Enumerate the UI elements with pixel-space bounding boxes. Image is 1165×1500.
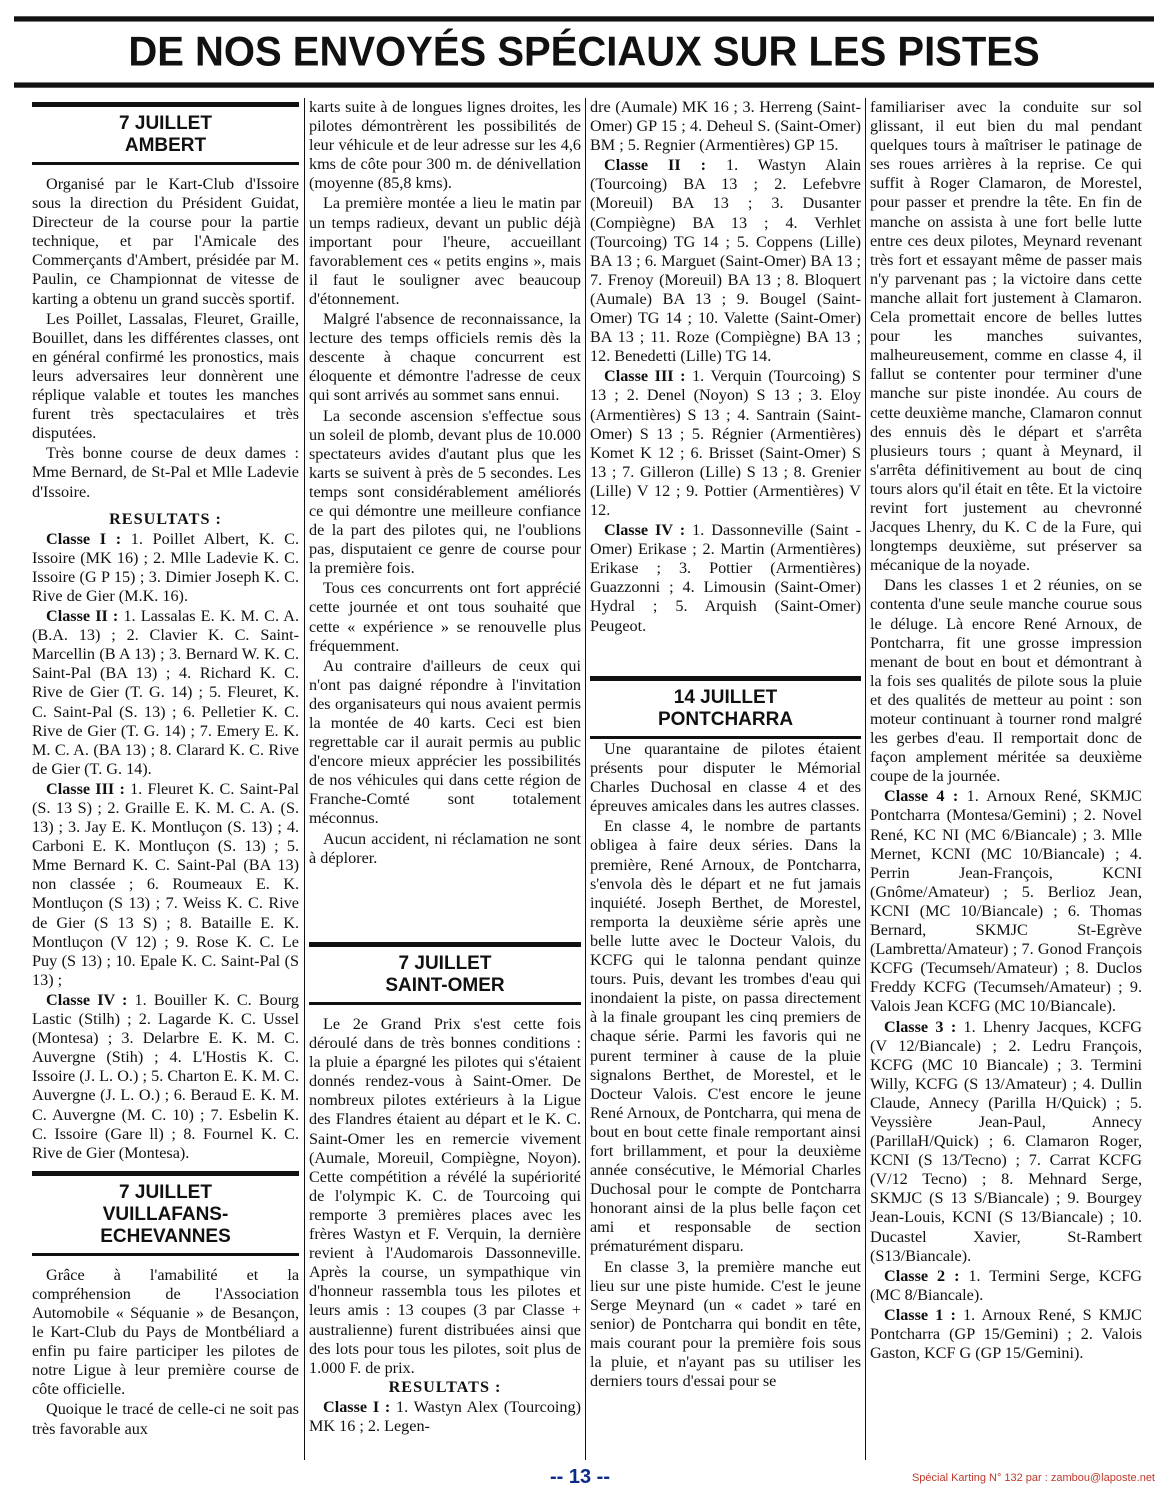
- class-label: Classe I :: [46, 529, 122, 548]
- results-entry: [870, 1306, 1142, 1363]
- section-date: 7 JUILLET: [119, 113, 212, 134]
- class-label: Classe III :: [46, 779, 125, 798]
- section-date: 7 JUILLET: [398, 953, 492, 974]
- column-rule: [304, 98, 305, 1460]
- class-results: 1. Lhenry Jacques, KCFG (V 12/Biancale) ; 2. Ledru François, KCFG (MC 10 Biancale) ; 3. Termini Willy, KCFG (S 13/Amateur) ; 4. Dullin Claude, Annecy (Parilla H/Quick) ; 5. Veyssière Jean-Paul, Annecy (ParillaH/Quick) ; 6. Clamaron Roger, KCNI (S 13/Tecno) ; 7. Carrat KCFG (V/12 Tecno) ; 8. Mehnard Serge, SKMJC (S 13 S/Biancale) ; 9. Bourgey Jean-Louis, KCNI (S 13/Biancale) ; 10. Ducastel Xavier, St-Rambert (S13/Biancale).: [870, 1017, 1142, 1265]
- section-header-saint-omer: [309, 942, 581, 1005]
- article-paragraph: En classe 3, la première manche eut lieu sur une piste humide. C'est le jeune Serge Meynard (un « cadet » taré en senior) de Pontcharra qui bondit en tête, mais courant pour la première fois sous la pluie, et n'ayant pas su utiliser les derniers tours d'essai pour se: [590, 1257, 861, 1391]
- results-entry: [32, 530, 299, 606]
- article-paragraph: Grâce à l'amabilité et la compréhension de l'Association Automobile « Séquanie » de Besançon, le Kart-Club du Pays de Montbéliard a enfin pu faire participer les pilotes de notre Ligue à leur première course de côte officielle.: [32, 1265, 299, 1399]
- class-results: 1. Dassonneville (Saint - Omer) Erikase ; 2. Martin (Armentières) Erikase ; 3. Pottier (Armentières) Guazzonni ; 4. Limousin (Saint-Omer) Hydral ; 5. Arquish (Saint-Omer) Peugeot.: [590, 521, 861, 635]
- section-wrap: [590, 672, 861, 740]
- section-place: ECHEVANNES: [100, 1225, 231, 1247]
- article-paragraph: La seconde ascension s'effectue sous un soleil de plomb, devant plus de 10.000 spectateurs avides d'autant plus que les karts se suivent à près de 5 secondes. Les temps sont considérablement améliorés ce qui démontre une meilleure confiance de la part des pilotes qui, ne l'oublions pas, disputaient ce genre de course pour la première fois.: [309, 406, 581, 578]
- article-paragraph: Très bonne course de deux dames : Mme Bernard, de St-Pal et Mlle Ladevie d'Issoire.: [32, 444, 299, 501]
- results-entry: [590, 156, 861, 366]
- class-results: 1. Lassalas E. K. M. C. A. (B.A. 13) ; 2. Clavier K. C. Saint-Marcellin (B A 13) ; 3. Bernard W. K. C. Saint-Pal (BA 13) ; 4. Richard K. C. Rive de Gier (T. G. 14) ; 5. Fleuret, K. C. Saint-Pal (S. 13) ; 6. Pelletier K. C. Rive de Gier (T. G. 14) ; 7. Emery E. K. M. C. A. (BA 13) ; 8. Clarard K. C. Rive de Gier (T. G. 14).: [32, 607, 299, 778]
- section-place: AMBERT: [124, 135, 207, 156]
- article-paragraph: familiariser avec la conduite sur sol glissant, il eut bien du mal pendant quelques tours à maîtriser le patinage de ses roues arrières à la reprise. Ce qui suffit à Roger Clamaron, de Morestel, pour passer et prendre la tête. En fin de manche on assista à une fort belle lutte entre ces deux pilotes, Meynard revenant très fort et essayant même de passer mais n'y parvenant pas ; la victoire dans cette manche allait fort justement à Clamaron. Cela promettait encore de belles luttes pour les manches suivantes, malheureusement, comme en classe 4, il fallut se contenter pour terminer d'une manche sur piste inondée. Au cours de cette deuxième manche, Clamaron connut des ennuis dès le départ et s'arrêta plusieurs tours ; quant à Meynard, il s'arrêta définitivement au bout de cinq tours alors qu'il était en tête. Et la victoire revint fort justement au chevronné Jacques Lhenry, du K. C de la Fure, qui longtemps deuxième, sut préserver sa mécanique de la noyade.: [870, 98, 1142, 575]
- class-label: Classe IV :: [46, 990, 128, 1009]
- class-results: 1. Bouiller K. C. Bourg Lastic (Stilh) ; 2. Lagarde K. C. Ussel (Montesa) ; 3. Delarbre E. K. M. C. Auvergne (Stih) ; 4. L'Hostis K. C. Issoire (J. L. O.) ; 5. Charton E. K. M. C. Auvergne (J. L. O.) ; 6. Beraud E. K. M. C. Auvergne (M. C. 10) ; 7. Esbelin K. C. Issoire (Gare ll) ; 8. Fournel K. C. Rive de Gier (Montesa).: [32, 990, 299, 1162]
- results-title: RESULTATS :: [388, 1377, 502, 1396]
- class-results: 1. Arnoux René, S KMJC Pontcharra (GP 15/Gemini) ; 2. Valois Gaston, KCF G (GP 15/Gemini).: [870, 1305, 1142, 1363]
- column-4: [870, 98, 1142, 1460]
- class-results: 1. Termini Serge, KCFG (MC 8/Biancale).: [870, 1266, 1142, 1304]
- column-rule: [865, 98, 866, 1460]
- section-place: SAINT-OMER: [385, 975, 505, 996]
- article-paragraph: Malgré l'absence de reconnaissance, la lecture des temps officiels remis dès la descente à chaque concurrent est éloquente et démontre l'adresse de ceux qui sont arrivés au sommet sans ennui.: [309, 310, 581, 405]
- class-results: 1. Poillet Albert, K. C. Issoire (MK 16) ; 2. Mlle Ladevie K. C. Issoire (G P 15) ; 3. Dimier Joseph K. C. Rive de Gier (M.K. 16).: [32, 529, 299, 605]
- class-results: 1. Verquin (Tourcoing) S 13 ; 2. Denel (Noyon) S 13 ; 3. Eloy (Armentières) S 13 ; 4. Santrain (Saint-Omer) S 13 ; 5. Régnier (Armentières) Komet K 12 ; 6. Brisset (Saint-Omer) S 13 ; 7. Gilleron (Lille) S 13 ; 8. Grenier (Lille) V 12 ; 9. Pottier (Armentières) V 12.: [590, 367, 861, 519]
- page-headline: DE NOS ENVOYÉS SPÉCIAUX SUR LES PISTES: [14, 16, 1154, 87]
- column-1: [32, 98, 299, 1460]
- article-paragraph: Dans les classes 1 et 2 réunies, on se contenta d'une seule manche courue sous le déluge. Là encore René Arnoux, de Pontcharra, fit une grosse impression menant de bout en bout et démontrant à la fois ses qualités de pilote sous la pluie et des qualités de metteur au point : son moteur continuant à tourner rond malgré les gerbes d'eau. Il remportait donc de façon amplement méritée sa deuxième coupe de la journée.: [870, 576, 1142, 786]
- article-paragraph: Tous ces concurrents ont fort apprécié cette journée et ont tous souhaité que cette « expérience » se renouvelle plus fréquemment.: [309, 579, 581, 655]
- results-entry: [32, 991, 299, 1163]
- footer-credit: Spécial Karting N° 132 par : zambou@laposte.net: [911, 1472, 1155, 1484]
- class-results: 1. Fleuret K. C. Saint-Pal (S. 13 S) ; 2. Graille E. K. M. C. A. (S. 13) ; 3. Jay E. K. Montluçon (S. 13) ; 4. Carboni E. K. Montluçon (S. 13) ; 5. Mme Bernard K. C. Saint-Pal (BA 13) non classée ; 6. Roumeaux E. K. Montluçon (S 13) ; 7. Weiss K. C. Rive de Gier (S 13 S) ; 8. Bataille E. K. Montluçon (V 12) ; 9. Rose K. C. Le Puy (S 13) ; 10. Epale K. C. Saint-Pal (S 13) ;: [32, 779, 299, 989]
- section-header-vuillafans: [32, 1171, 299, 1256]
- results-entry: dre (Aumale) MK 16 ; 3. Herreng (Saint-Omer) GP 15 ; 4. Deheul S. (Saint-Omer) BM ; 5. Regnier (Armentières) GP 15.: [590, 98, 861, 155]
- class-label: Classe III :: [604, 367, 686, 386]
- class-results: 1. Wastyn Alain (Tourcoing) BA 13 ; 2. Lefebvre (Moreuil) BA 13 ; 3. Dusanter (Compiègne) BA 13 ; 4. Verhlet (Tourcoing) TG 14 ; 5. Coppens (Lille) BA 13 ; 6. Marguet (Saint-Omer) BA 13 ; 7. Frenoy (Moreuil) BA 13 ; 8. Bloquert (Aumale) BA 13 ; 9. Bougel (Saint-Omer) TG 14 ; 10. Valette (Saint-Omer) BA 13 ; 11. Roze (Compiègne) BA 13 ; 12. Benedetti (Lille) TG 14.: [590, 156, 861, 366]
- article-paragraph: La première montée a lieu le matin par un temps radieux, devant un public déjà important pour l'heure, accueillant favorablement ces « petits engins », mais il faut le souligner avec beaucoup d'étonnement.: [309, 194, 581, 308]
- class-label: Classe 3 :: [884, 1017, 957, 1036]
- section-wrap: [309, 938, 581, 1014]
- article-paragraph: En classe 4, le nombre de partants obligea à faire deux séries. Dans la première, René Arnoux, de Pontcharra, s'envola dès le départ et ne fut jamais inquiété. Joseph Berthet, de Morestel, remporta la deuxième série après une belle lutte avec le Docteur Valois, du KCFG qui le talonna pendant quinze tours. Puis, devant les trombes d'eau qui inondaient la piste, on passa directement à la finale groupant les cinq premiers de chaque série. Parmi les favoris qui ne purent terminer à cause de la pluie signalons Berthet, de Morestel, et le Docteur Valois. C'est encore le jeune René Arnoux, de Pontcharra, qui mena de bout en bout cette finale remportant ainsi fort brillamment, et pour la deuxième année consécutive, le Mémorial Charles Duchosal pour le compte de Pontcharra honorant ainsi de la plus belle façon cet ami et responsable de section prématurément disparu.: [590, 817, 861, 1256]
- class-results: 1. Wastyn Alex (Tourcoing) MK 16 ; 2. Legen-: [309, 1397, 581, 1435]
- class-label: Classe IV :: [604, 521, 686, 540]
- results-title: RESULTATS :: [109, 509, 222, 528]
- class-label: Classe 1 :: [884, 1305, 956, 1324]
- results-entry: [590, 521, 861, 636]
- article-paragraph: Les Poillet, Lassalas, Fleuret, Graille, Bouillet, dans les différentes classes, ont en général confirmé les pronostics, mais leurs adversaires leur donnèrent une réplique valable et toutes les manches furent très spectaculaires et très disputées.: [32, 309, 299, 443]
- article-paragraph: Aucun accident, ni réclamation ne sont à déplorer.: [309, 829, 581, 867]
- article-paragraph: Au contraire d'ailleurs de ceux qui n'ont pas daigné répondre à l'invitation des organisateurs qui nous avaient permis la montée de 40 karts. Ceci est bien regrettable car il aurait permis au public d'encore mieux apprécier les possibilités de nos véhicules qui dans cette région de Franche-Comté sont totalement méconnus.: [309, 656, 581, 828]
- results-entry: [590, 367, 861, 520]
- class-label: Classe II :: [604, 156, 706, 175]
- section-place: PONTCHARRA: [657, 709, 794, 730]
- section-date: 7 JUILLET: [119, 1181, 212, 1203]
- results-entry: [870, 1267, 1142, 1305]
- column-2-continued: [309, 1015, 581, 1460]
- results-entry: [32, 607, 299, 779]
- section-header-pontcharra: [590, 676, 861, 739]
- results-entry: [870, 787, 1142, 1016]
- class-label: Classe I :: [323, 1397, 391, 1416]
- column-3: [590, 98, 861, 676]
- section-date: 14 JUILLET: [673, 687, 778, 708]
- results-entry: [309, 1398, 581, 1436]
- article-paragraph: Une quarantaine de pilotes étaient présents pour disputer le Mémorial Charles Duchosal en classe 4 et des épreuves amicales dans les autres classes.: [590, 740, 861, 816]
- class-label: Classe 2 :: [884, 1266, 960, 1285]
- section-header-ambert: [32, 102, 299, 165]
- results-entry: [32, 780, 299, 990]
- article-paragraph: Quoique le tracé de celle-ci ne soit pas très favorable aux: [32, 1400, 299, 1438]
- article-paragraph: Organisé par le Kart-Club d'Issoire sous la direction du Président Guidat, Directeur de la course pour la partie technique, et par l'Amicale des Commerçants d'Ambert, présidée par M. Paulin, ce Championnat de vitesse de karting a obtenu un grand succès sportif.: [32, 175, 299, 308]
- article-paragraph: Le 2e Grand Prix s'est cette fois déroulé dans de très bonnes conditions : la pluie a épargné les pilotes qui s'étaient donnés rendez-vous à Saint-Omer. De nombreux pilotes extérieurs à la Ligue des Flandres étaient au départ et le K. C. Saint-Omer les en remercie vivement (Aumale, Moreuil, Compiègne, Noyon). Cette compétition a révélé la supériorité de l'olympic K. C. de Tourcoing qui remporte 3 premières places avec les frères Wastyn et F. Verquin, la dernière revient à l'Audomarois Dassonneville. Après la course, un sympathique vin d'honneur rassembla tous les pilotes et leurs amis : 13 coupes (3 par Classe + australienne) furent distribuées ainsi que des lots pour tous les pilotes, soit plus de 1.000 F. de prix.: [309, 1015, 581, 1377]
- column-2: [309, 98, 581, 930]
- class-label: Classe II :: [46, 607, 119, 626]
- class-label: Classe 4 :: [884, 787, 959, 806]
- class-results: 1. Arnoux René, SKMJC Pontcharra (Montesa/Gemini) ; 2. Novel René, KC NI (MC 6/Biancale) ; 3. Mlle Mernet, KCNI (MC 10/Biancale) ; 4. Perrin Jean-François, KCNI (Gnôme/Amateur) ; 5. Berlioz Jean, KCNI (MC 10/Biancale) ; 6. Thomas Bernard, SKMJC St-Egrève (Lambretta/Amateur) ; 7. Gonod François KCFG (Tecumseh/Amateur) ; 8. Duclos Freddy KCFG (Tecumseh/Amateur) ; 9. Valois Jean KCFG (MC 10/Biancale).: [870, 787, 1142, 1016]
- page-number: -- 13 --: [550, 1466, 610, 1488]
- section-place: VUILLAFANS-: [102, 1203, 229, 1225]
- article-paragraph: karts suite à de longues lignes droites, les pilotes démontrèrent les possibilités de leur véhicule et de leur adresse sur les 4,6 kms de côte pour 300 m. de dénivellation (moyenne (85,8 kms).: [309, 98, 581, 193]
- results-entry: [870, 1018, 1142, 1266]
- column-rule: [585, 98, 586, 1460]
- column-3-continued: [590, 740, 861, 1462]
